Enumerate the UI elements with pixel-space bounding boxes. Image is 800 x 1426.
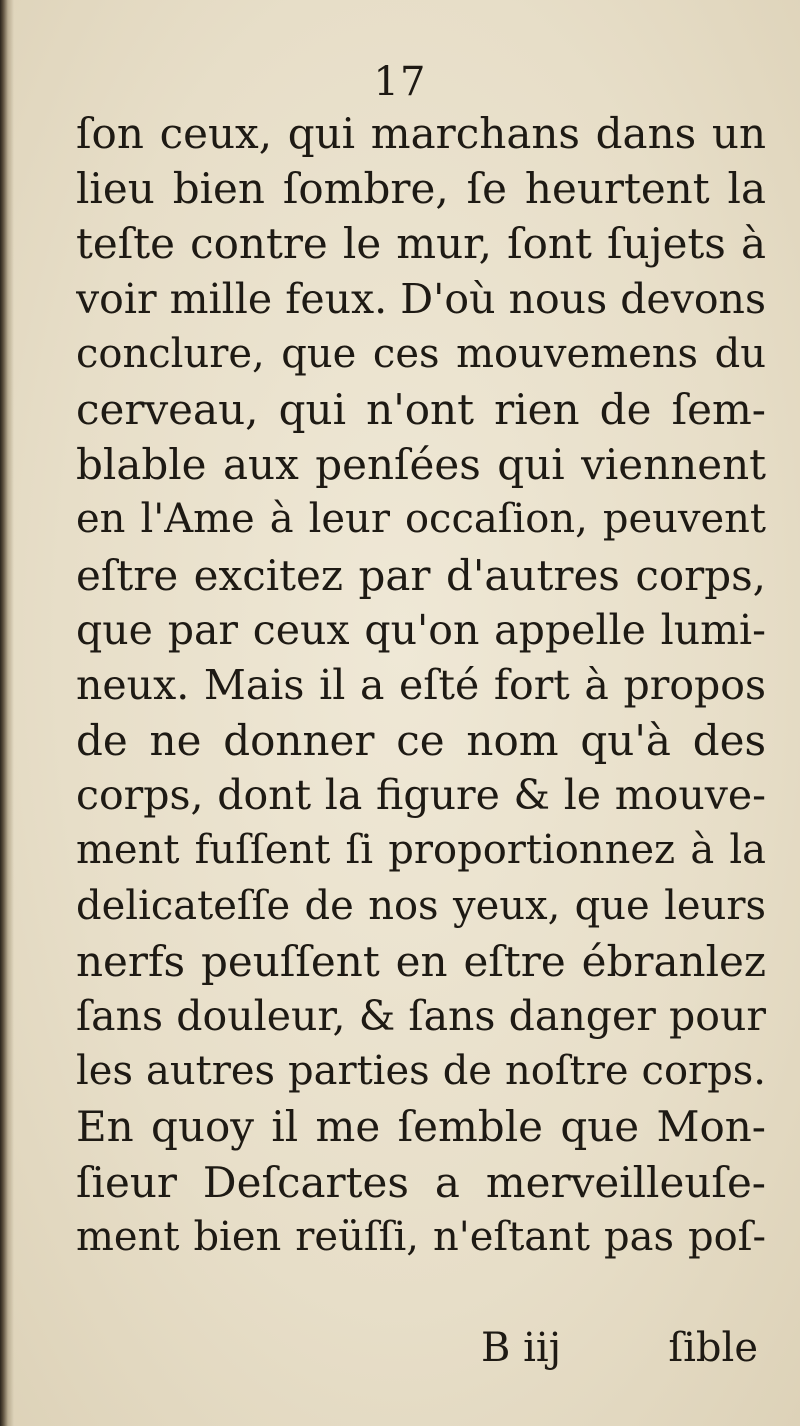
body-text (76, 106, 766, 1265)
text-line: nerfs peuſſent en eſtre ébranlez (76, 936, 766, 986)
text-line: lieu bien ſombre, ſe heurtent la (76, 164, 766, 214)
text-line: ſans douleur, & ſans danger pour (76, 992, 766, 1040)
text-line: cerveau, qui n'ont rien de ſem- (76, 384, 766, 434)
text-line: teſte contre le mur, ſont ſujets à (76, 219, 766, 269)
text-line: conclure, que ces mouvemens du (76, 330, 766, 377)
text-line: delicateſſe de nos yeux, que leurs (76, 882, 766, 929)
signature-mark: B iij (481, 1325, 562, 1371)
text-line: En quoy il me ſemble que Mon- (76, 1102, 766, 1152)
footer-line (76, 1321, 766, 1376)
text-line: de ne donner ce nom qu'à des (76, 716, 766, 766)
text-line: corps, dont la figure & le mouve- (76, 771, 766, 820)
catchword: ſible (668, 1325, 758, 1371)
text-line: neux. Mais il a eſté fort à propos (76, 660, 766, 709)
text-line: que par ceux qu'on appelle lumi- (76, 605, 766, 654)
text-line: ment fuſſent ſi proportionnez à la (76, 827, 766, 874)
text-line: les autres parties de noſtre corps. (76, 1048, 766, 1095)
text-line: ſieur Deſcartes a merveilleuſe- (76, 1157, 766, 1207)
page-number: 17 (373, 59, 427, 105)
text-line: blable aux penſées qui viennent (76, 440, 766, 490)
binding-gutter (0, 0, 14, 1426)
text-line: voir mille feux. D'où nous devons (76, 274, 766, 323)
text-line: ſon ceux, qui marchans dans un (76, 109, 766, 158)
text-line: en l'Ame à leur occaſion, peuvent (76, 496, 766, 543)
text-line: eſtre excitez par d'autres corps, (76, 550, 766, 600)
text-line: ment bien reüſſi, n'eſtant pas poſ- (76, 1213, 766, 1260)
